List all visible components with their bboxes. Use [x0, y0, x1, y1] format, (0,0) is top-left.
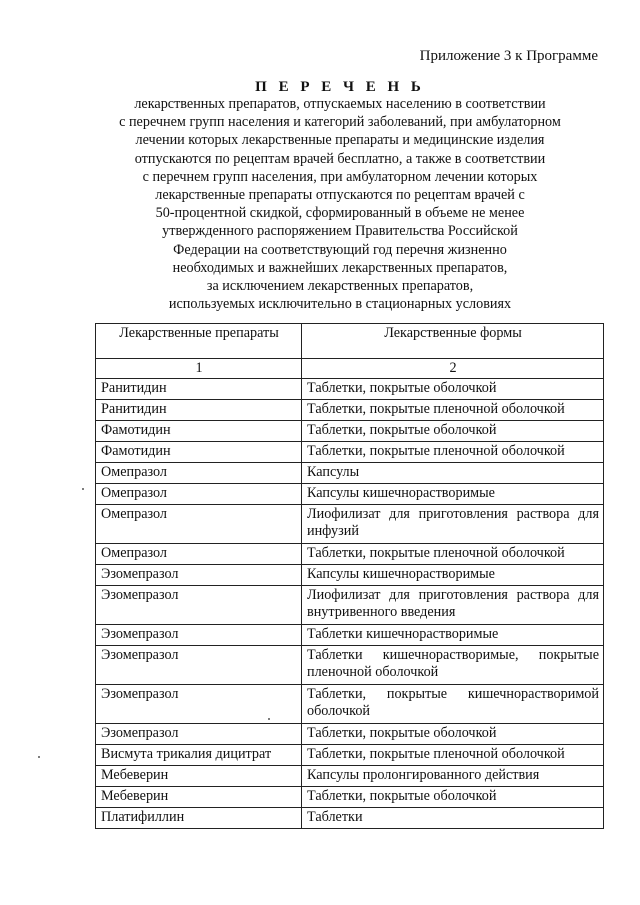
drug-name: Омепразол [96, 544, 302, 565]
drug-name: Мебеверин [96, 766, 302, 787]
table-row [96, 625, 604, 646]
drug-name: Эзомепразол [96, 625, 302, 646]
table-row [96, 646, 604, 685]
column-header-forms: Лекарственные формы [302, 324, 604, 359]
drug-form: Таблетки кишечнорастворимые, покрытые пленочной оболочкой [302, 646, 604, 685]
table-header-row [96, 324, 604, 359]
drug-name: Эзомепразол [96, 724, 302, 745]
subtitle-line: 50-процентной скидкой, сформированный в объеме не менее [155, 205, 525, 222]
drug-list-table [95, 323, 604, 829]
subtitle-line: с перечнем групп населения и категорий заболеваний, при амбулаторном [119, 114, 561, 131]
drug-form: Таблетки, покрытые оболочкой [302, 724, 604, 745]
table-row [96, 484, 604, 505]
drug-form: Таблетки кишечнорастворимые [302, 625, 604, 646]
table-row [96, 442, 604, 463]
drug-name: Омепразол [96, 505, 302, 544]
drug-form: Таблетки, покрытые пленочной оболочкой [302, 745, 604, 766]
document-title: П Е Р Е Ч Е Н Ь [255, 79, 425, 95]
drug-name: Эзомепразол [96, 586, 302, 625]
drug-name: Ранитидин [96, 379, 302, 400]
drug-form: Таблетки, покрытые оболочкой [302, 421, 604, 442]
drug-form: Таблетки, покрытые кишечнорастворимой оболочкой [302, 685, 604, 724]
drug-name: Висмута трикалия дицитрат [96, 745, 302, 766]
table-row [96, 544, 604, 565]
table-row [96, 463, 604, 484]
table-row [96, 379, 604, 400]
drug-name: Мебеверин [96, 787, 302, 808]
table-row [96, 724, 604, 745]
drug-name: Фамотидин [96, 421, 302, 442]
scan-speck [268, 718, 270, 720]
table-row [96, 685, 604, 724]
subtitle-line: используемых исключительно в стационарных условиях [168, 296, 512, 313]
table-row [96, 421, 604, 442]
drug-name: Эзомепразол [96, 565, 302, 586]
drug-form: Капсулы [302, 463, 604, 484]
table-row [96, 808, 604, 829]
drug-name: Фамотидин [96, 442, 302, 463]
drug-name: Ранитидин [96, 400, 302, 421]
table-row [96, 505, 604, 544]
drug-form: Капсулы кишечнорастворимые [302, 565, 604, 586]
subtitle-line: утвержденного распоряжением Правительства Российской [162, 223, 518, 240]
subtitle-line: за исключением лекарственных препаратов, [206, 278, 474, 295]
scan-speck [38, 756, 40, 758]
drug-form: Таблетки, покрытые пленочной оболочкой [302, 442, 604, 463]
subtitle-line: с перечнем групп населения, при амбулаторном лечении которых [142, 168, 538, 185]
column-number: 2 [302, 359, 604, 379]
drug-form: Таблетки [302, 808, 604, 829]
drug-form: Лиофилизат для приготовления раствора для инфузий [302, 505, 604, 544]
drug-name: Эзомепразол [96, 685, 302, 724]
drug-name: Эзомепразол [96, 646, 302, 685]
table-row [96, 766, 604, 787]
drug-form: Капсулы пролонгированного действия [302, 766, 604, 787]
subtitle-line: Федерации на соответствующий год перечня жизненно [173, 241, 507, 258]
drug-name: Платифиллин [96, 808, 302, 829]
subtitle-line: лекарственных препаратов, отпускаемых населению в соответствии [134, 96, 546, 112]
drug-form: Лиофилизат для приготовления раствора для внутривенного введения [302, 586, 604, 625]
annex-label: Приложение 3 к Программе [419, 48, 598, 64]
document-subtitle [90, 95, 590, 313]
drug-form: Таблетки, покрытые пленочной оболочкой [302, 544, 604, 565]
subtitle-line: отпускаются по рецептам врачей бесплатно, а также в соответствии [134, 150, 546, 167]
table-row [96, 745, 604, 766]
drug-form: Капсулы кишечнорастворимые [302, 484, 604, 505]
scan-speck [82, 488, 84, 490]
drug-name: Омепразол [96, 463, 302, 484]
drug-form: Таблетки, покрытые оболочкой [302, 787, 604, 808]
drug-form: Таблетки, покрытые пленочной оболочкой [302, 400, 604, 421]
subtitle-line: необходимых и важнейших лекарственных препаратов, [172, 259, 508, 276]
table-row [96, 787, 604, 808]
table-row [96, 586, 604, 625]
table-row [96, 400, 604, 421]
subtitle-line: лечении которых лекарственные препараты и медицинские изделия [135, 132, 545, 149]
column-header-drugs: Лекарственные препараты [96, 324, 302, 359]
column-number-row [96, 359, 604, 379]
subtitle-line: лекарственные препараты отпускаются по рецептам врачей с [155, 187, 525, 204]
drug-name: Омепразол [96, 484, 302, 505]
drug-form: Таблетки, покрытые оболочкой [302, 379, 604, 400]
table-row [96, 565, 604, 586]
column-number: 1 [96, 359, 302, 379]
